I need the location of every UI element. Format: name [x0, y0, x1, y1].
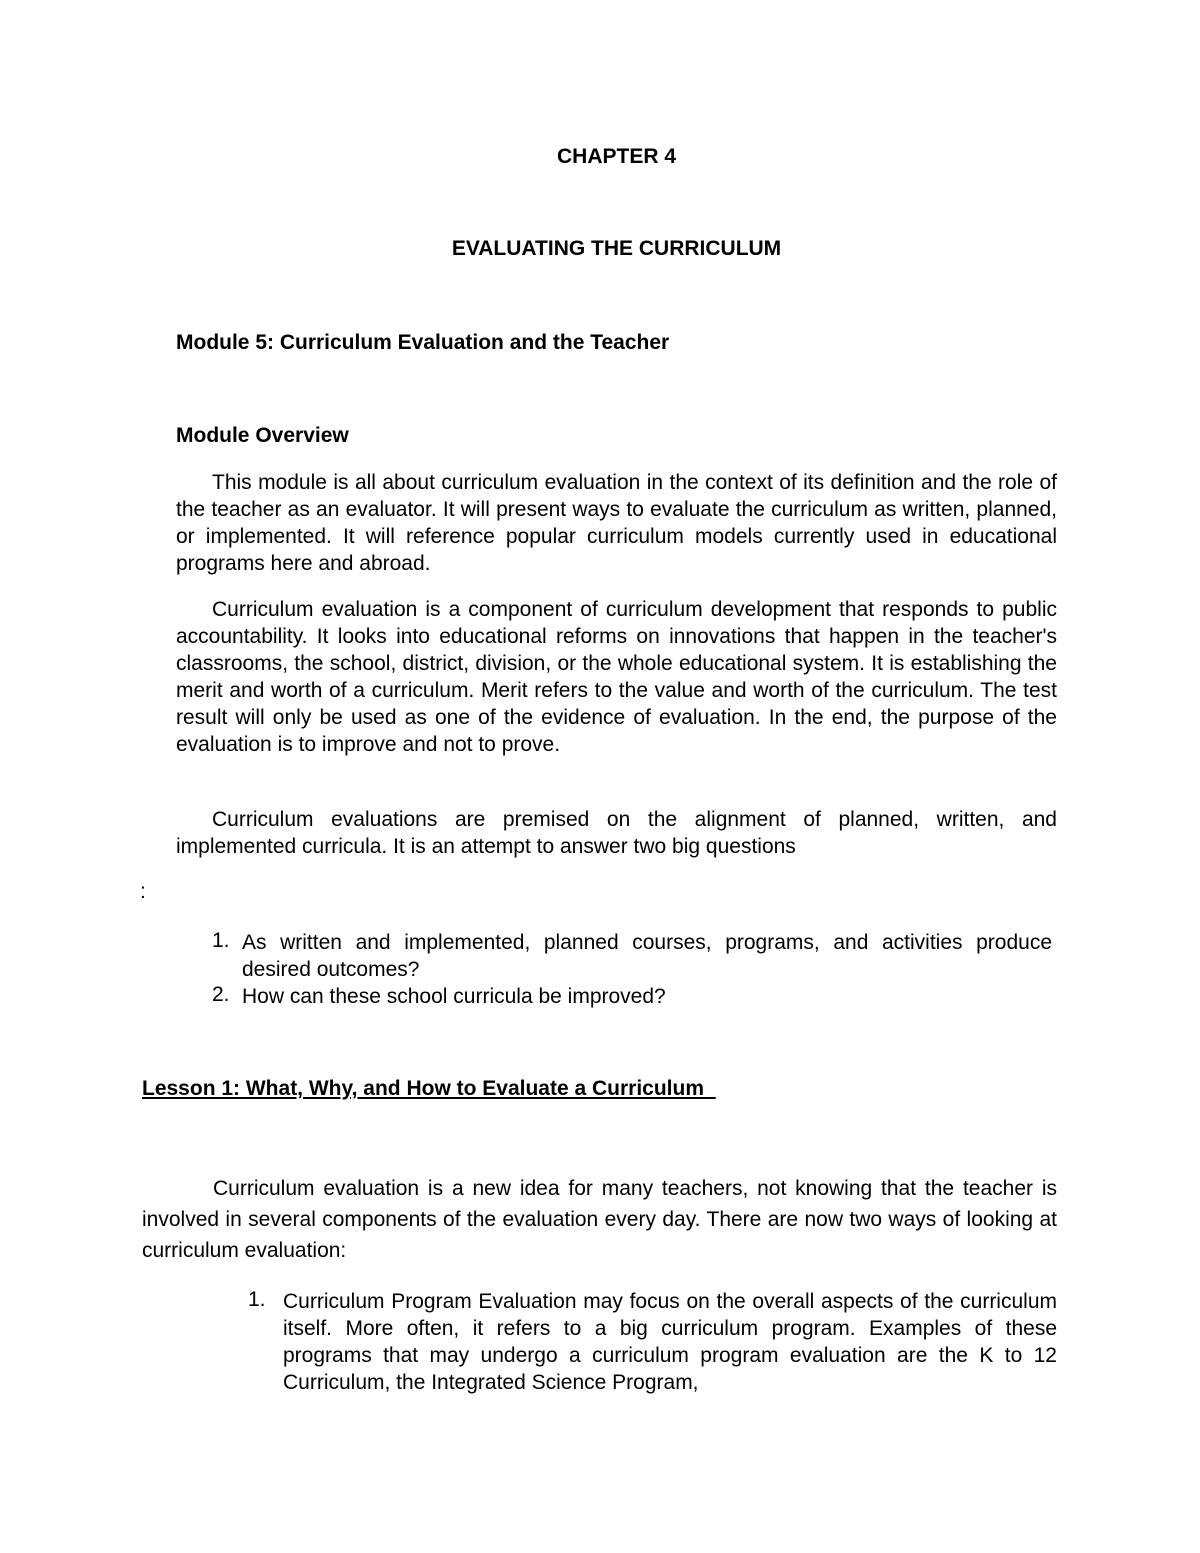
overview-paragraph-1: This module is all about curriculum evaluation in the context of its definition and the role of the teacher as an evaluator. It will present ways to evaluate the curriculum as written, planned, or implemented. It will reference popular curriculum models currently used in educational programs here and abroad.	[176, 471, 1057, 575]
overview-paragraph-3: Curriculum evaluations are premised on the alignment of planned, written, and implemented curricula. It is an attempt to answer two big questions	[176, 808, 1057, 858]
list-number: 1.	[212, 929, 230, 952]
module-title: Module 5: Curriculum Evaluation and the Teacher	[176, 331, 670, 354]
lesson-title: Lesson 1: What, Why, and How to Evaluate a Curriculum	[142, 1077, 705, 1100]
list-text: As written and implemented, planned courses, programs, and activities produce desired outcomes?	[242, 931, 1052, 981]
list-item	[212, 929, 1057, 983]
lesson-paragraph: Curriculum evaluation is a new idea for many teachers, not knowing that the teacher is involved in several components of the evaluation every day. There are now two ways of looking at curriculum evaluation:	[142, 1177, 1057, 1262]
list-item	[248, 1288, 1057, 1396]
stray-colon: :	[140, 880, 146, 903]
chapter-number: CHAPTER 4	[556, 145, 677, 168]
list-item	[212, 983, 1057, 1010]
overview-heading: Module Overview	[176, 424, 349, 447]
list-number: 2.	[212, 983, 230, 1006]
list-text: How can these school curricula be improved?	[242, 985, 666, 1008]
list-text: Curriculum Program Evaluation may focus on the overall aspects of the curriculum itself. More often, it refers to a big curriculum program. Examples of these programs that may undergo a curriculum program evaluation are the K to 12 Curriculum, the Integrated Science Program,	[283, 1290, 1057, 1394]
overview-paragraph-2: Curriculum evaluation is a component of curriculum development that responds to public accountability. It looks into educational reforms on innovations that happen in the teacher's classrooms, the school, district, division, or the whole educational system. It is establishing the merit and worth of a curriculum. Merit refers to the value and worth of the curriculum. The test result will only be used as one of the evidence of evaluation. In the end, the purpose of the evaluation is to improve and not to prove.	[176, 598, 1057, 756]
list-number: 1.	[248, 1288, 266, 1311]
questions-list	[212, 929, 1057, 1010]
chapter-title: EVALUATING THE CURRICULUM	[451, 237, 782, 260]
lesson-list	[248, 1288, 1057, 1396]
